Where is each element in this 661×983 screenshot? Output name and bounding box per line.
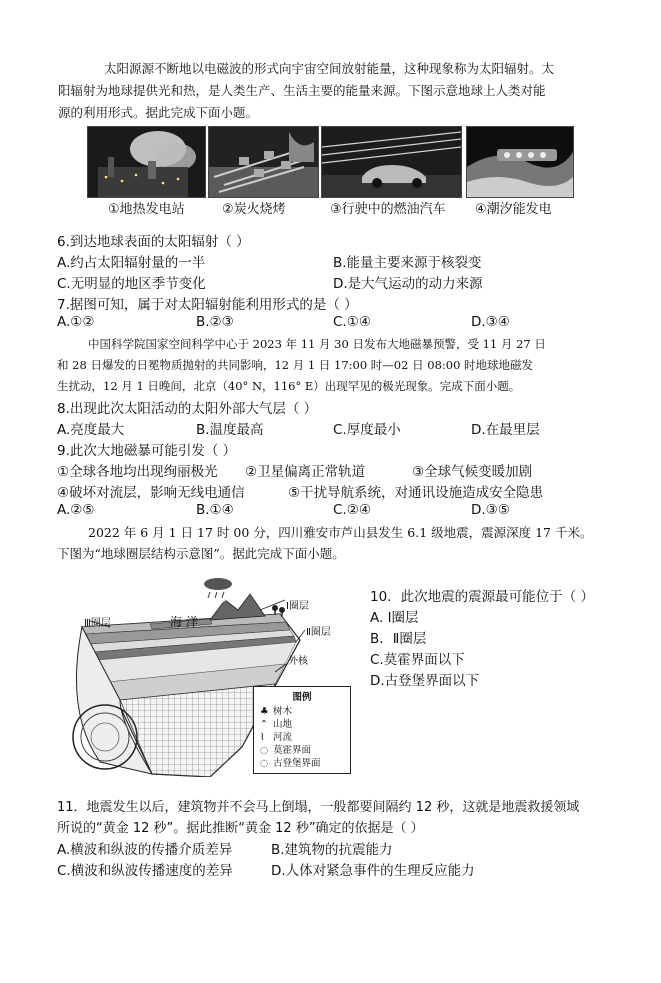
intro3-line1: 2022 年 6 月 1 日 17 时 00 分，四川雅安市芦山县发生 6.1 级地震，震源深度 17 千米。	[88, 525, 593, 540]
q8-option-d[interactable]: D.在最里层	[471, 422, 540, 438]
q11-option-c[interactable]: C.横波和纵波传播速度的差异	[57, 863, 233, 879]
q6-stem: 6.到达地球表面的太阳辐射（ ）	[57, 234, 250, 250]
intro2-line1: 中国科学院国家空间科学中心于 2023 年 11 月 30 日发布大地磁暴预警，受 11 月 27 日	[88, 337, 546, 351]
intro3-line2: 下图为“地球圈层结构示意图”。据此完成下面小题。	[57, 546, 345, 561]
moho-legend-icon: ◌	[260, 745, 269, 756]
intro1-line2: 阳辐射为地球提供光和热，是人类生产、生活主要的能量来源。下图示意地球上人类对能	[58, 83, 546, 98]
diagram-legend	[253, 686, 351, 774]
q10-option-d[interactable]: D.古登堡界面以下	[370, 673, 480, 689]
mountain-icon	[210, 594, 265, 620]
q8-stem: 8.出现此次太阳活动的太阳外部大气层（ ）	[57, 401, 318, 417]
q7-stem: 7.据图可知，属于对太阳辐射能利用形式的是（ ）	[57, 297, 358, 313]
q11-option-d[interactable]: D.人体对紧急事件的生理反应能力	[271, 863, 475, 879]
q8-option-a[interactable]: A.亮度最大	[57, 422, 125, 438]
charcoal-barbecue-photo	[208, 126, 319, 198]
photo-caption-1: ①地热发电站	[108, 202, 185, 217]
q10-stem: 10．此次地震的震源最可能位于（ ）	[370, 589, 594, 605]
q9-statement-2: ②卫星偏离正常轨道	[245, 464, 366, 480]
intro1-line3: 源的利用形式。据此完成下面小题。	[58, 105, 259, 120]
q7-option-c[interactable]: C.①④	[333, 314, 371, 330]
q6-option-c[interactable]: C.无明显的地区季节变化	[57, 276, 206, 292]
mountain-legend-icon: ⌃	[260, 719, 268, 730]
q8-option-b[interactable]: B.温度最高	[196, 422, 264, 438]
tidal-power-photo	[466, 126, 574, 198]
q9-statement-3: ③全球气候变暖加剧	[412, 464, 533, 480]
q6-option-a[interactable]: A.约占太阳辐射量的一半	[57, 255, 206, 271]
q7-option-b[interactable]: B.②③	[196, 314, 234, 330]
tree-legend-icon: ♣	[260, 706, 269, 717]
q9-stem: 9.此次大地磁暴可能引发（ ）	[57, 443, 237, 459]
q6-option-b[interactable]: B.能量主要来源于核裂变	[333, 255, 482, 271]
q10-option-c[interactable]: C.莫霍界面以下	[370, 652, 465, 668]
label-layer-i: Ⅰ圈层	[286, 601, 309, 612]
q9-statement-1: ①全球各地均出现绚丽极光	[57, 464, 218, 480]
photo-caption-4: ④潮汐能发电	[475, 202, 552, 217]
q9-statement-4: ④破坏对流层，影响无线电通信	[57, 485, 245, 501]
q9-option-a[interactable]: A.②⑤	[57, 502, 95, 518]
label-outer-core: 外核	[288, 656, 308, 667]
q11-line1: 11．地震发生以后，建筑物并不会马上倒塌，一般都要间隔约 12 秒，这就是地震救援领域	[57, 800, 580, 815]
legend-item-moho: ◌ 莫霍界面	[260, 745, 312, 756]
photo-caption-2: ②炭火烧烤	[222, 202, 286, 217]
q8-option-c[interactable]: C.厚度最小	[333, 422, 401, 438]
intro2-line2: 和 28 日爆发的日冕物质抛射的共同影响，12 月 1 日 17:00 时—02 日 08:00 时地球地磁发	[57, 358, 534, 372]
geothermal-plant-photo	[87, 126, 206, 198]
intro1-line1: 太阳源源不断地以电磁波的形式向宇宙空间放射能量，这种现象称为太阳辐射。太	[104, 61, 555, 76]
label-ocean: 海 洋	[170, 615, 198, 629]
legend-item-river: ⌇ 河流	[260, 732, 293, 743]
q11-option-a[interactable]: A.横波和纵波的传播介质差异	[57, 842, 233, 858]
q9-option-c[interactable]: C.②④	[333, 502, 371, 518]
gutenberg-legend-icon: ◌	[260, 758, 269, 769]
legend-title: 图例	[292, 692, 312, 703]
legend-item-tree: ♣ 树木	[260, 706, 293, 717]
q10-option-b[interactable]: B．Ⅱ圈层	[370, 631, 427, 647]
label-layer-iii: Ⅲ圈层	[84, 618, 111, 629]
intro2-line3: 生扰动，12 月 1 日晚间，北京（40° N，116° E）出现罕见的极光现象。完成下面小题。	[57, 379, 521, 393]
fuel-car-photo	[321, 126, 462, 198]
label-layer-ii: Ⅱ圈层	[306, 627, 331, 638]
q6-option-d[interactable]: D.是大气运动的动力来源	[333, 276, 483, 292]
q7-option-d[interactable]: D.③④	[471, 314, 510, 330]
legend-item-mountain: ⌃ 山地	[260, 719, 293, 730]
cloud-icon	[204, 578, 232, 590]
legend-item-gutenberg: ◌ 古登堡界面	[260, 758, 321, 769]
q10-option-a[interactable]: A. Ⅰ圈层	[370, 610, 419, 626]
q9-option-d[interactable]: D.③⑤	[471, 502, 510, 518]
q11-option-b[interactable]: B.建筑物的抗震能力	[271, 842, 393, 858]
photo-caption-3: ③行驶中的燃油汽车	[330, 202, 446, 217]
q9-option-b[interactable]: B.①④	[196, 502, 234, 518]
q9-statement-5: ⑤干扰导航系统，对通讯设施造成安全隐患	[288, 485, 544, 501]
q11-line2: 所说的“黄金 12 秒”。据此推断“黄金 12 秒”确定的依据是（ ）	[57, 821, 424, 836]
q7-option-a[interactable]: A.①②	[57, 314, 95, 330]
river-legend-icon: ⌇	[260, 732, 265, 743]
